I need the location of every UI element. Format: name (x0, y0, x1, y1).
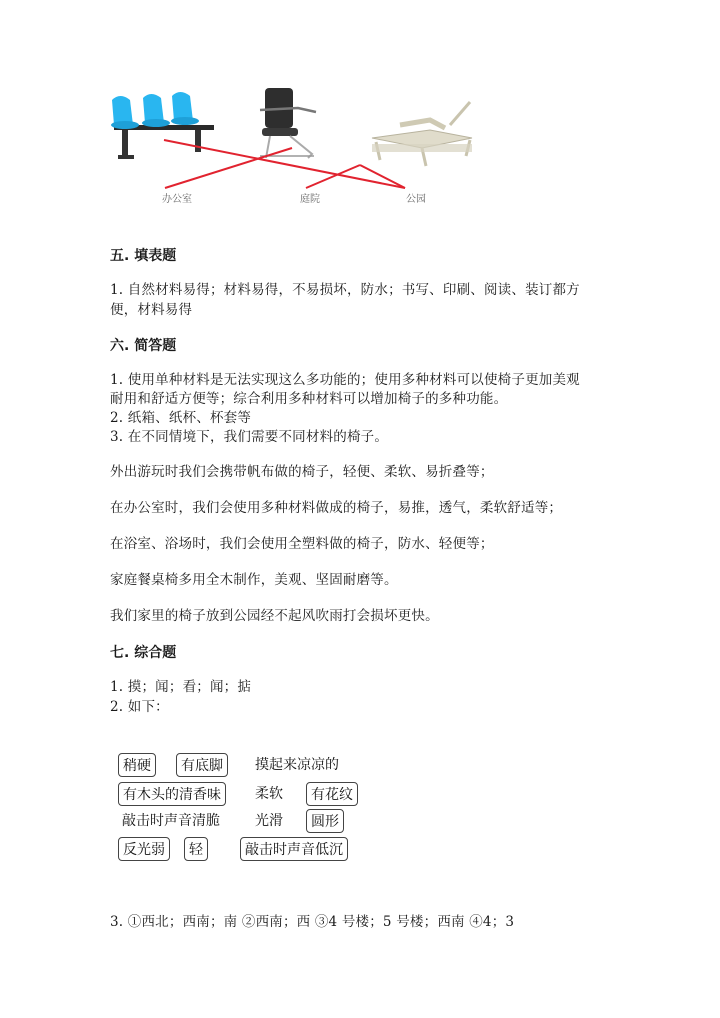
place-label-park: 公园 (406, 194, 426, 205)
answer-line: 耐用和舒适方便等；综合利用多种材料可以增加椅子的多种功能。 (110, 391, 508, 407)
place-label-office: 办公室 (162, 194, 192, 205)
answer-paragraph: 在办公室时，我们会使用多种材料做成的椅子，易推，透气，柔软舒适等； (110, 500, 563, 516)
word-box: 轻 (184, 837, 208, 861)
section-5-heading: 五. 填表题 (110, 248, 177, 264)
place-label-courtyard: 庭院 (300, 194, 320, 205)
answer-line: 3. ①西北；西南；南 ②西南；西 ③4 号楼；5 号楼；西南 ④4；3 (110, 914, 515, 930)
match-line (165, 148, 292, 188)
word-box: 圆形 (306, 809, 344, 833)
word-box: 反光弱 (118, 837, 170, 861)
answer-paragraph: 我们家里的椅子放到公园经不起风吹雨打会损坏更快。 (110, 608, 439, 624)
section-5-line-2: 便，材料易得 (110, 302, 193, 318)
word-box: 有底脚 (176, 753, 228, 777)
chair-matching-figure (100, 80, 500, 210)
answer-line: 3. 在不同情境下，我们需要不同材料的椅子。 (110, 429, 389, 445)
word-plain: 柔软 (255, 786, 283, 802)
word-box: 有花纹 (306, 782, 358, 806)
word-box: 稍硬 (118, 753, 156, 777)
answer-paragraph: 家庭餐桌椅多用全木制作，美观、坚固耐磨等。 (110, 572, 398, 588)
answer-line: 2. 如下： (110, 699, 169, 715)
garden-bench-image (372, 102, 472, 166)
word-box: 有木头的清香味 (118, 782, 226, 806)
answer-line: 1. 摸；闻；看；闻；掂 (110, 679, 252, 695)
answer-line: 2. 纸箱、纸杯、杯套等 (110, 410, 252, 426)
word-plain: 摸起来凉凉的 (255, 757, 339, 773)
word-plain: 敲击时声音清脆 (122, 813, 220, 829)
match-line (164, 140, 405, 188)
word-box: 敲击时声音低沉 (240, 837, 348, 861)
word-plain: 光滑 (255, 813, 283, 829)
blue-row-seats-image (111, 92, 214, 159)
office-chair-image (260, 88, 316, 158)
match-line (360, 165, 405, 188)
section-6-heading: 六. 简答题 (110, 338, 177, 354)
answer-paragraph: 外出游玩时我们会携带帆布做的椅子，轻便、柔软、易折叠等； (110, 464, 494, 480)
answer-paragraph: 在浴室、浴场时，我们会使用全塑料做的椅子，防水、轻便等； (110, 536, 494, 552)
section-5-line-1: 1. 自然材料易得；材料易得，不易损坏，防水；书写、印刷、阅读、装订都方 (110, 282, 580, 298)
section-7-heading: 七. 综合题 (110, 645, 177, 661)
answer-line: 1. 使用单种材料是无法实现这么多功能的；使用多种材料可以使椅子更加美观 (110, 372, 580, 388)
